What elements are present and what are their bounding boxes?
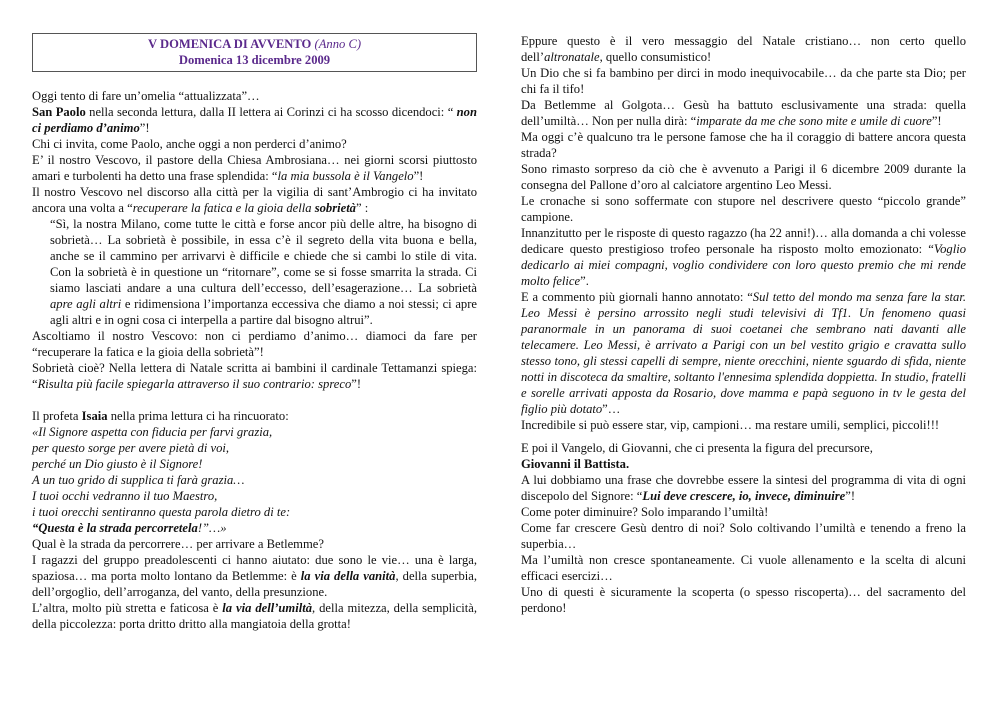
year-cycle: (Anno C)	[314, 37, 362, 51]
paragraph: Sono rimasto sorpreso da ciò che è avvenuto a Parigi il 6 dicembre 2009 durante la consegna del Pallone d’oro al calciatore argentino Leo Messi.	[521, 162, 966, 192]
title-line	[37, 36, 472, 52]
poem-line: i tuoi orecchi sentiranno questa parola dietro di te:	[32, 505, 291, 519]
paragraph: Ascoltiamo il nostro Vescovo: non ci perdiamo d’animo… diamoci da fare per “recuperare la fatica e la gioia della sobrietà”!	[32, 329, 477, 359]
left-column	[32, 33, 477, 632]
paragraph: Eppure questo è il vero messaggio del Natale cristiano… non certo quello dell’altronatale, quello consumistico!	[521, 34, 966, 64]
indented-quote: “Sì, la nostra Milano, come tutte le città e forse ancor più delle altre, ha bisogno di sobrietà… La sobrietà è possibile, in essa c’è il segreto della vita buona e bella, anche se il cammino per arrivarvi è difficile e chiede che si cambi lo stile di vita. Con la sobrietà è in questione un “ritornare”, come se si fosse smarrita la strada. Ci siamo lasciati andare a una cultura dell’eccesso, dell’esagerazione… La sobrietà apre agli altri e ridimensiona l’importanza eccessiva che diamo a noi stessi; ci apre agli altri e in ogni cosa ci interpella a partire dal bisogno altrui”.	[50, 217, 477, 327]
poem-line: «Il Signore aspetta con fiducia per farvi grazia,	[32, 425, 273, 439]
poem-line: “Questa è la strada percorretela!”…»	[32, 521, 227, 535]
poem-line: A un tuo grido di supplica ti farà grazia…	[32, 473, 245, 487]
paragraph: Uno di questi è sicuramente la scoperta (o spesso riscoperta)… del sacramento del perdono!	[521, 585, 966, 615]
paragraph: Le cronache si sono soffermate con stupore nel descrivere questo “piccolo grande” campione.	[521, 194, 966, 224]
paragraph: Sobrietà cioè? Nella lettera di Natale scritta ai bambini il cardinale Tettamanzi spiega: “Risulta più facile spiegarla attraverso il suo contrario: spreco”!	[32, 361, 477, 391]
paragraph: Il profeta Isaia nella prima lettura ci ha rincuorato:	[32, 409, 289, 423]
paragraph: Qual è la strada da percorrere… per arrivare a Betlemme?	[32, 537, 324, 551]
paragraph: L’altra, molto più stretta e faticosa è la via dell’umiltà, della mitezza, della semplicità, della piccolezza: porta dritto dritto alla mangiatoia della grotta!	[32, 601, 477, 631]
paragraph: Un Dio che si fa bambino per dirci in modo inequivocabile… da che parte sta Dio; per chi fa il tifo!	[521, 66, 966, 96]
page-title: V DOMENICA DI AVVENTO	[147, 37, 312, 51]
date-line: Domenica 13 dicembre 2009	[178, 53, 331, 67]
paragraph: Come far crescere Gesù dentro di noi? Solo coltivando l’umiltà e tenendo a freno la superbia…	[521, 521, 966, 551]
paragraph: Innanzitutto per le risposte di questo ragazzo (ha 22 anni!)… alla domanda a chi volesse dedicare questo prestigioso trofeo personale ha risposto molto emozionato: “Voglio dedicarlo ai miei compagni, voglio condividere con loro questo premio che mi rende molto felice”.	[521, 226, 966, 288]
paragraph: Chi ci invita, come Paolo, anche oggi a non perderci d’animo?	[32, 137, 347, 151]
paragraph: E poi il Vangelo, di Giovanni, che ci presenta la figura del precursore, Giovanni il Battista.	[521, 441, 873, 471]
paragraph: Da Betlemme al Golgota… Gesù ha battuto esclusivamente una strada: quella dell’umiltà… Non per nulla dirà: “imparate da me che sono mite e umile di cuore”!	[521, 98, 966, 128]
poem-line: I tuoi occhi vedranno il tuo Maestro,	[32, 489, 218, 503]
paragraph: I ragazzi del gruppo preadolescenti ci hanno aiutato: due sono le vie… una è larga, spaziosa… ma porta molto lontano da Betlemme: è la via della vanità, della superbia, dell’orgoglio, dell’arroganza, del vanto, della presunzione.	[32, 553, 477, 599]
right-column	[521, 33, 966, 616]
paragraph: San Paolo nella seconda lettura, dalla II lettera ai Corinzi ci ha scosso dicendoci: “ non ci perdiamo d’animo”!	[32, 105, 477, 135]
paragraph: E a commento più giornali hanno annotato: “Sul tetto del mondo ma senza fare la star. Leo Messi è persino arrossito negli studi televisivi di Tf1. Un fenomeno quasi paranormale in un panorama di suoi coetanei che sembrano nati davanti alle telecamere. Leo Messi, è arrivato a Parigi con un bel vestito grigio e cravatta sullo stesso tono, gli stessi capelli di sempre, niente orecchini, niente sguardo di sfida, niente notti in discoteca da smaltire, soltanto l'ennesima splendida doppietta. In studio, fratelli e sorelle arrivati apposta da Rosario, dove mamma e papà seguono in tv le gesta del figlio più dotato”…	[521, 290, 966, 416]
paragraph: Oggi tento di fare un’omelia “attualizzata”…	[32, 89, 260, 103]
paragraph: A lui dobbiamo una frase che dovrebbe essere la sintesi del programma di vita di ogni discepolo del Signore: “Lui deve crescere, io, invece, diminuire”!	[521, 473, 966, 503]
title-box	[32, 33, 477, 72]
poem-line: perché un Dio giusto è il Signore!	[32, 457, 203, 471]
paragraph: Il nostro Vescovo nel discorso alla città per la vigilia di sant’Ambrogio ci ha invitato ancora una volta a “recuperare la fatica e la gioia della sobrietà” :	[32, 185, 477, 215]
paragraph: Incredibile si può essere star, vip, campioni… ma restare umili, semplici, piccoli!!!	[521, 418, 940, 432]
paragraph: Ma l’umiltà non cresce spontaneamente. Ci vuole allenamento e la scelta di alcuni efficaci esercizi…	[521, 553, 966, 583]
isaiah-quote	[32, 424, 477, 536]
paragraph: Come poter diminuire? Solo imparando l’umiltà!	[521, 505, 769, 519]
paragraph: Ma oggi c’è qualcuno tra le persone famose che ha il coraggio di battere ancora questa strada?	[521, 130, 966, 160]
poem-line: per questo sorge per avere pietà di voi,	[32, 441, 230, 455]
paragraph: E’ il nostro Vescovo, il pastore della Chiesa Ambrosiana… nei giorni scorsi piuttosto amari e turbolenti ha detto una frase splendida: “la mia bussola è il Vangelo”!	[32, 153, 477, 183]
